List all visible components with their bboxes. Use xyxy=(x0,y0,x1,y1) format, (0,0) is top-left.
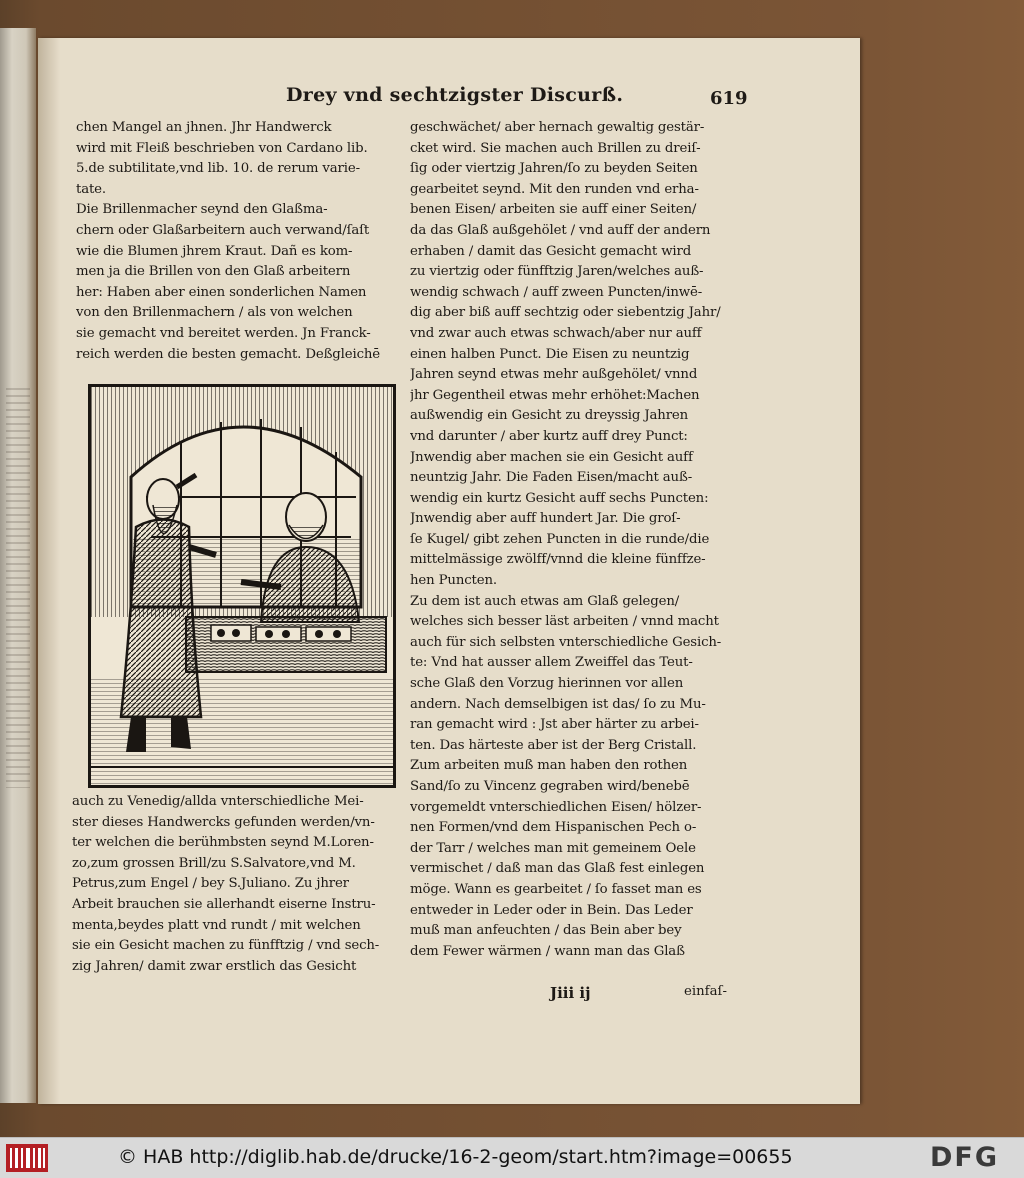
text-line: Die Brillenmacher seynd den Glaßma- xyxy=(76,202,328,218)
text-line: Jnwendig aber machen sie ein Gesicht auff xyxy=(410,449,693,465)
text-line: 5.de subtilitate,vnd lib. 10. de rerum varie- xyxy=(76,161,360,177)
text-line: ſe Kugel/ gibt zehen Puncten in die runde/die xyxy=(410,531,710,547)
dfg-logo: DFG xyxy=(930,1142,1000,1173)
text-line: ſig oder viertzig Jahren/ſo zu beyden Seiten xyxy=(410,161,698,177)
text-line: reich werden die besten gemacht. Deßgleichē xyxy=(76,346,381,362)
text-line: chen Mangel an jhnen. Jhr Handwerck xyxy=(76,120,332,135)
text-line: andern. Nach demselbigen ist das/ ſo zu Mu- xyxy=(410,696,706,712)
text-line: einen halben Punct. Die Eisen zu neuntzig xyxy=(410,346,690,362)
bleed-through-text xyxy=(6,388,30,788)
text-line: zo,zum grossen Brill/zu S.Salvatore,vnd M. xyxy=(72,855,356,871)
text-line: Zu dem ist auch etwas am Glaß gelegen/ xyxy=(410,593,680,609)
text-line: men ja die Brillen von den Glaß arbeitern xyxy=(76,264,351,280)
catchword: einfaſ- xyxy=(684,984,727,999)
text-line: wendig schwach / auff zween Puncten/inwē- xyxy=(410,284,703,300)
credit-url[interactable]: © HAB http://diglib.hab.de/drucke/16-2-geom/start.htm?image=00655 xyxy=(118,1146,793,1168)
page-number: 619 xyxy=(710,88,748,109)
credit-bar xyxy=(0,1137,1024,1178)
text-line: vorgemeldt vnterschiedlichen Eisen/ hölzer- xyxy=(410,799,702,815)
text-line: gearbeitet seynd. Mit den runden vnd erha- xyxy=(410,181,699,197)
text-line: vnd zwar auch etwas schwach/aber nur auff xyxy=(410,325,702,341)
text-line: sie gemacht vnd bereitet werden. Jn Franck- xyxy=(76,325,371,341)
page-gutter xyxy=(38,38,60,1104)
signature-mark: Jiii ij xyxy=(550,984,591,1002)
book-page xyxy=(38,38,860,1104)
text-line: auch für sich selbsten vnterschiedliche Gesich- xyxy=(410,634,722,650)
running-head: Drey vnd sechtzigster Discurß. xyxy=(286,84,624,106)
text-line: ten. Das härteste aber ist der Berg Cristall. xyxy=(410,737,697,753)
text-line: sche Glaß den Vorzug hierinnen vor allen xyxy=(410,676,684,692)
text-line: tate. xyxy=(76,181,106,197)
text-line: der Tarr / welches man mit gemeinem Oele xyxy=(410,840,696,856)
text-line: ter welchen die berühmbsten seynd M.Loren- xyxy=(72,835,374,851)
text-line: vnd darunter / aber kurtz auff drey Punct: xyxy=(410,428,688,444)
spectacle-maker-woodcut xyxy=(88,384,396,788)
left-column-bottom xyxy=(72,792,402,977)
text-line: entweder in Leder oder in Bein. Das Leder xyxy=(410,902,693,918)
text-line: Arbeit brauchen sie allerhandt eiserne Instru- xyxy=(72,896,376,912)
text-line: ster dieses Handwercks gefunden werden/vn- xyxy=(72,814,375,830)
text-line: muß man anfeuchten / das Bein aber bey xyxy=(410,923,682,939)
hab-barcode-icon xyxy=(6,1144,48,1172)
previous-page-edge xyxy=(0,28,36,1103)
text-line: chern oder Glaßarbeitern auch verwand/ſaſt xyxy=(76,222,370,238)
text-line: außwendig ein Gesicht zu dreyssig Jahren xyxy=(410,408,689,424)
woodcut-image xyxy=(91,387,393,785)
text-line: geschwächet/ aber hernach gewaltig gestär- xyxy=(410,120,705,135)
text-line: Sand/ſo zu Vincenz gegraben wird/benebē xyxy=(410,779,690,794)
text-line: jhr Gegentheil etwas mehr erhöhet:Machen xyxy=(410,387,700,403)
text-line: von den Brillenmachern / als von welchen xyxy=(76,305,353,321)
text-line: neuntzig Jahr. Die Faden Eisen/macht auß- xyxy=(410,470,693,486)
text-line: her: Haben aber einen sonderlichen Namen xyxy=(76,284,367,300)
text-line: zu viertzig oder fünfftzig Jaren/welches auß- xyxy=(410,264,704,280)
right-column xyxy=(410,118,744,962)
text-line: da das Glaß außgehölet / vnd auff der andern xyxy=(410,222,711,238)
text-line: wie die Blumen jhrem Kraut. Dañ es kom- xyxy=(76,243,353,259)
text-line: ran gemacht wird : Jst aber härter zu arbei- xyxy=(410,717,699,733)
text-line: erhaben / damit das Gesicht gemacht wird xyxy=(410,243,692,259)
text-line: hen Puncten. xyxy=(410,573,497,589)
text-line: dem Fewer wärmen / wann man das Glaß xyxy=(410,943,685,959)
text-line: menta,beydes platt vnd rundt / mit welchen xyxy=(72,917,361,933)
text-line: Zum arbeiten muß man haben den rothen xyxy=(410,758,688,774)
text-line: dig aber biß auff sechtzig oder siebentzig Jahr/ xyxy=(410,305,721,321)
text-line: nen Formen/vnd dem Hispanischen Pech o- xyxy=(410,820,697,836)
text-line: Petrus,zum Engel / bey S.Juliano. Zu jhrer xyxy=(72,876,349,892)
left-column-top xyxy=(76,118,406,365)
text-line: Jnwendig aber auff hundert Jar. Die groſ- xyxy=(410,511,681,527)
text-line: wendig ein kurtz Gesicht auff sechs Puncten: xyxy=(410,490,709,506)
text-line: möge. Wann es gearbeitet / ſo fasset man es xyxy=(410,881,702,897)
text-line: welches sich besser läst arbeiten / vnnd macht xyxy=(410,614,719,630)
text-line: te: Vnd hat ausser allem Zweiffel das Teut- xyxy=(410,655,693,671)
text-line: auch zu Venedig/allda vnterschiedliche Mei- xyxy=(72,794,364,809)
text-line: vermischet / daß man das Glaß fest einlegen xyxy=(410,861,705,877)
text-line: sie ein Gesicht machen zu fünfftzig / vnd sech- xyxy=(72,938,380,954)
text-line: wird mit Fleiß beschrieben von Cardano lib. xyxy=(76,140,368,156)
text-line: zig Jahren/ damit zwar erstlich das Gesicht xyxy=(72,958,357,974)
text-line: mittelmässige zwölff/vnnd die kleine fünffze- xyxy=(410,552,706,568)
text-line: benen Eisen/ arbeiten sie auff einer Seiten/ xyxy=(410,202,697,218)
text-line: cket wird. Sie machen auch Brillen zu dreiſ- xyxy=(410,140,701,156)
text-line: Jahren seynd etwas mehr außgehölet/ vnnd xyxy=(410,367,698,383)
